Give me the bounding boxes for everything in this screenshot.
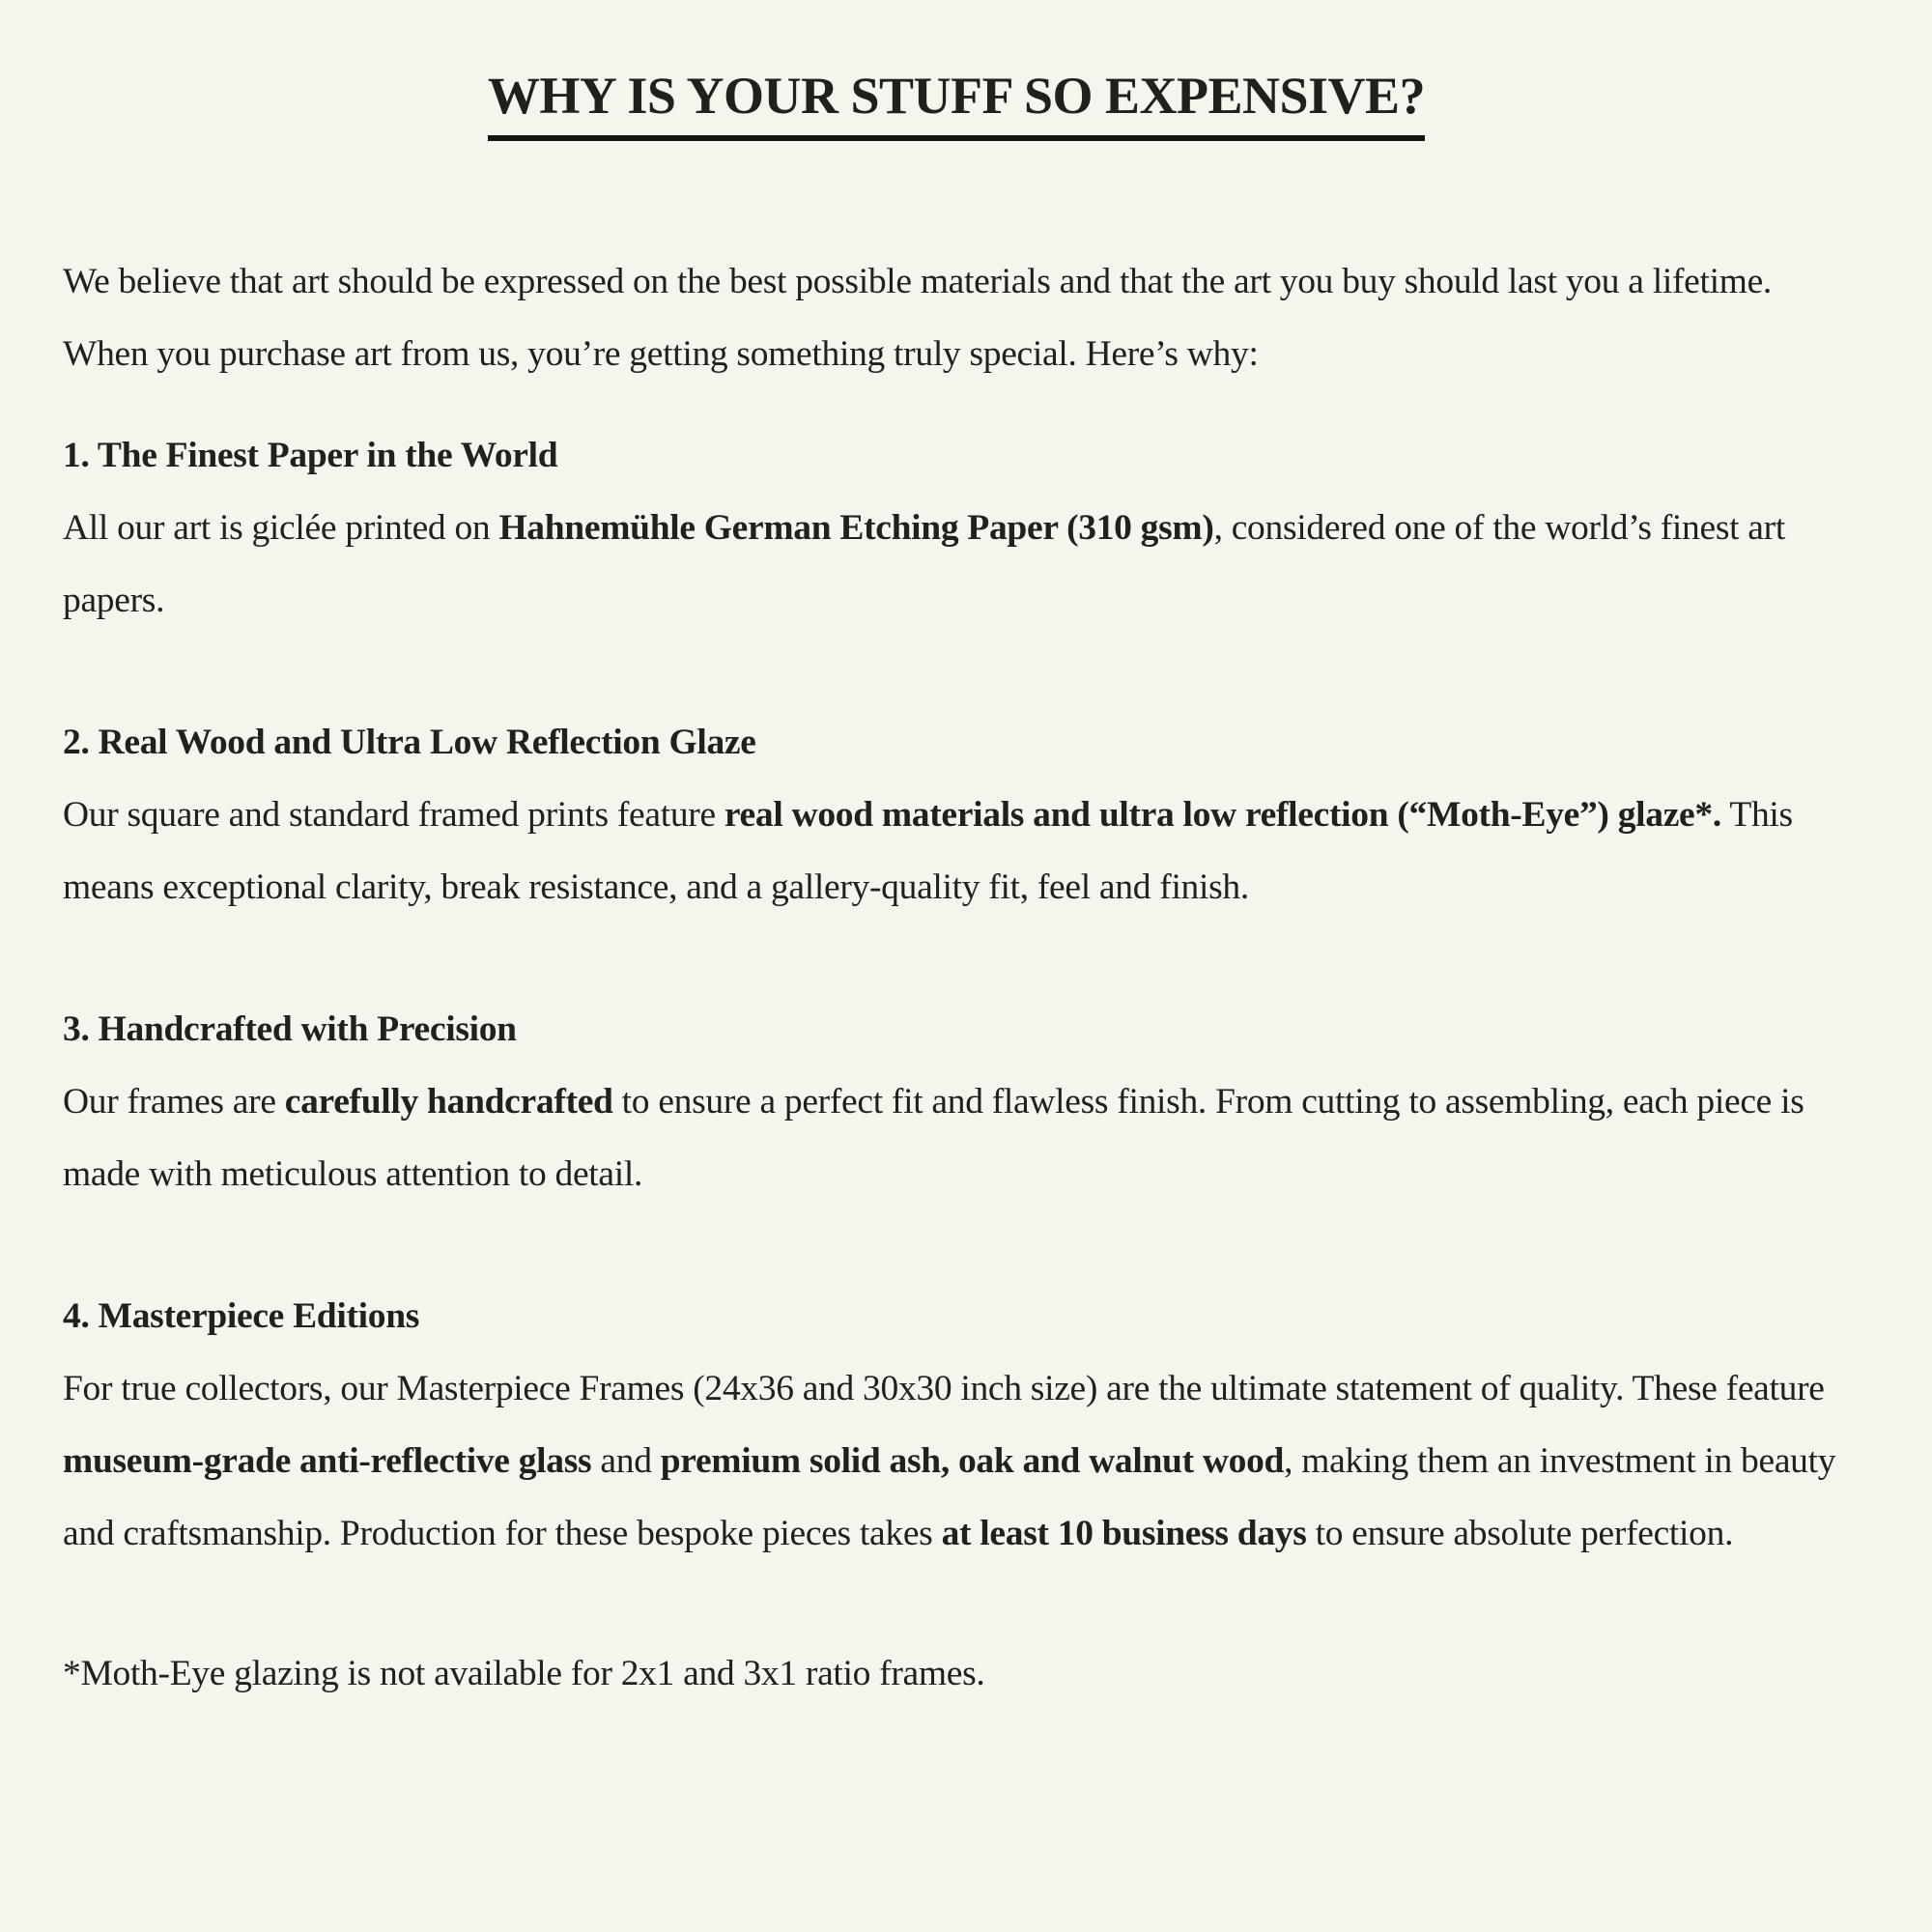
page-title <box>63 67 1850 141</box>
section-masterpiece-editions-body: For true collectors, our Masterpiece Frames (24x36 and 30x30 inch size) are the ultimate statement of quality. These feature museum-grade anti-reflective glass and premium solid ash, oak and walnut wood, making them an investment in beauty and craftsmanship. Production for these bespoke pieces takes at least 10 business days to ensure absolute perfection. <box>63 1369 1836 1553</box>
section-real-wood-glaze-heading: 2. Real Wood and Ultra Low Reflection Glaze <box>63 723 756 762</box>
section-finest-paper <box>63 419 1850 637</box>
section-real-wood-glaze-body: Our square and standard framed prints feature real wood materials and ultra low reflection (“Moth-Eye”) glaze*. This means exceptional clarity, break resistance, and a gallery-quality fit, feel and finish. <box>63 795 1793 907</box>
section-handcrafted <box>63 993 1850 1210</box>
intro-paragraph: We believe that art should be expressed on the best possible materials and that the art you buy should last you a lifetime. When you purchase art from us, you’re getting something truly special. Here’s why: <box>63 262 1772 374</box>
section-masterpiece-editions-heading: 4. Masterpiece Editions <box>63 1296 420 1336</box>
section-handcrafted-body: Our frames are carefully handcrafted to ensure a perfect fit and flawless finish. From cutting to assembling, each piece is made with meticulous attention to detail. <box>63 1082 1804 1194</box>
section-real-wood-glaze <box>63 706 1850 923</box>
page-title-text: WHY IS YOUR STUFF SO EXPENSIVE? <box>488 70 1425 141</box>
section-handcrafted-heading: 3. Handcrafted with Precision <box>63 1009 517 1049</box>
section-finest-paper-heading: 1. The Finest Paper in the World <box>63 436 558 475</box>
section-finest-paper-body: All our art is giclée printed on Hahnemühle German Etching Paper (310 gsm), considered one of the world’s finest art papers. <box>63 508 1785 620</box>
section-masterpiece-editions <box>63 1280 1850 1570</box>
footnote: *Moth-Eye glazing is not available for 2x1 and 3x1 ratio frames. <box>63 1654 985 1693</box>
